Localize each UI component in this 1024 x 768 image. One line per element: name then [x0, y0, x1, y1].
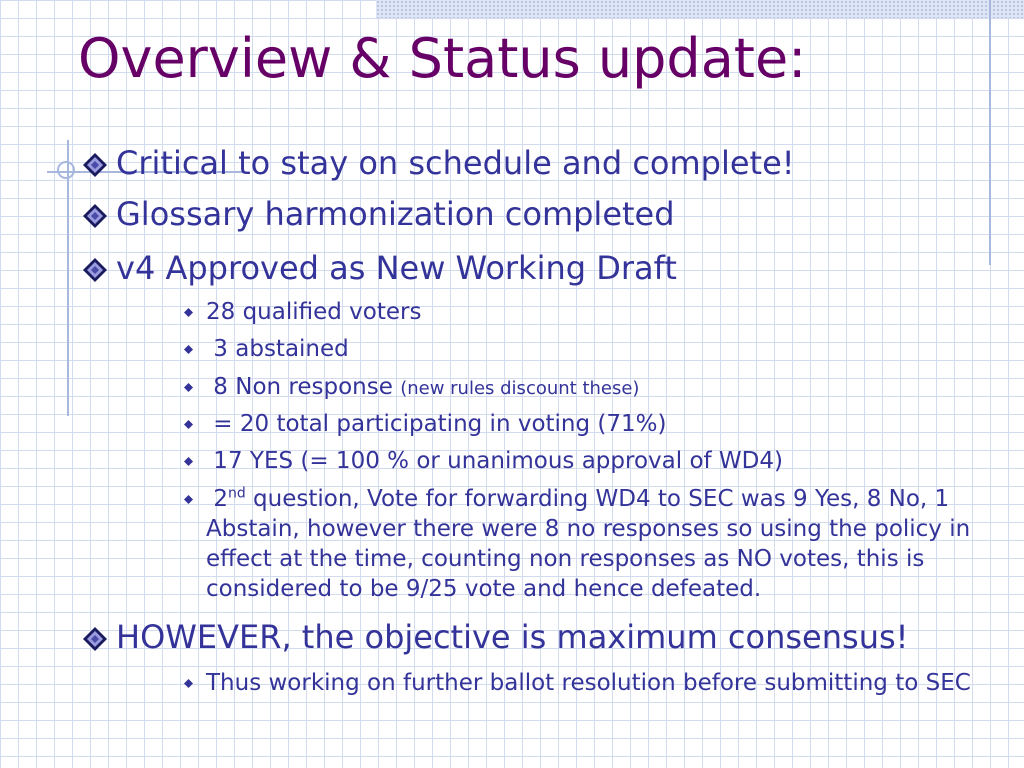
sub-bullet-text: 3 abstained — [206, 336, 349, 362]
non-response-label: 8 Non response — [206, 374, 401, 400]
decorative-ring — [57, 161, 75, 179]
bullet-text: Glossary harmonization completed — [116, 195, 675, 233]
sub-bullet-text: = 20 total participating in voting (71%) — [206, 411, 667, 437]
slide-title: Overview & Status update: — [78, 27, 807, 90]
small-diamond-bullet-icon — [180, 668, 206, 698]
bullet-item — [82, 143, 795, 183]
sub-bullet-text: 17 YES (= 100 % or unanimous approval of WD4) — [206, 448, 783, 474]
left-decorative-line — [67, 140, 69, 416]
right-decorative-line — [989, 0, 991, 265]
small-diamond-bullet-icon — [180, 484, 206, 514]
small-diamond-bullet-icon — [180, 409, 206, 439]
sub-bullet-item — [180, 372, 1010, 404]
sub-bullet-text: 28 qualified voters — [206, 299, 422, 325]
ordinal-number: 2 — [206, 486, 228, 512]
diamond-bullet-icon — [82, 143, 110, 183]
small-diamond-bullet-icon — [180, 297, 206, 327]
small-diamond-bullet-icon — [180, 372, 206, 402]
diamond-bullet-icon — [82, 617, 110, 657]
small-diamond-bullet-icon — [180, 446, 206, 476]
diamond-bullet-icon — [82, 194, 110, 234]
diamond-bullet-icon — [82, 248, 110, 288]
sub-bullet-item — [180, 484, 990, 604]
bullet-item — [82, 248, 677, 288]
bullet-item — [82, 194, 675, 234]
sub-bullet-item — [180, 446, 1010, 476]
vote-details: question, Vote for forwarding WD4 to SEC was 9 Yes, 8 No, 1 Abstain, however there were 8 no responses so using the policy in effect at the time, counting non responses as NO votes, this is considered to be 9/25 vote and hence defeated. — [206, 486, 978, 602]
sub-bullet-item — [180, 297, 1010, 327]
sub-bullet-text: Thus working on further ballot resolution before submitting to SEC — [206, 670, 971, 696]
sub-bullet-text — [206, 484, 990, 604]
sub-bullet-text — [206, 372, 1010, 404]
bullet-text: v4 Approved as New Working Draft — [116, 249, 677, 287]
sub-bullet-item — [180, 334, 1010, 364]
sub-bullet-item — [180, 409, 1010, 439]
sub-bullet-item — [180, 668, 990, 698]
non-response-note: (new rules discount these) — [400, 378, 640, 399]
bullet-item — [82, 617, 908, 657]
small-diamond-bullet-icon — [180, 334, 206, 364]
bullet-text: HOWEVER, the objective is maximum consensus! — [116, 618, 909, 656]
top-decorative-band — [376, 0, 1024, 18]
bullet-text: Critical to stay on schedule and complete! — [116, 144, 795, 182]
ordinal-suffix: nd — [227, 485, 246, 502]
